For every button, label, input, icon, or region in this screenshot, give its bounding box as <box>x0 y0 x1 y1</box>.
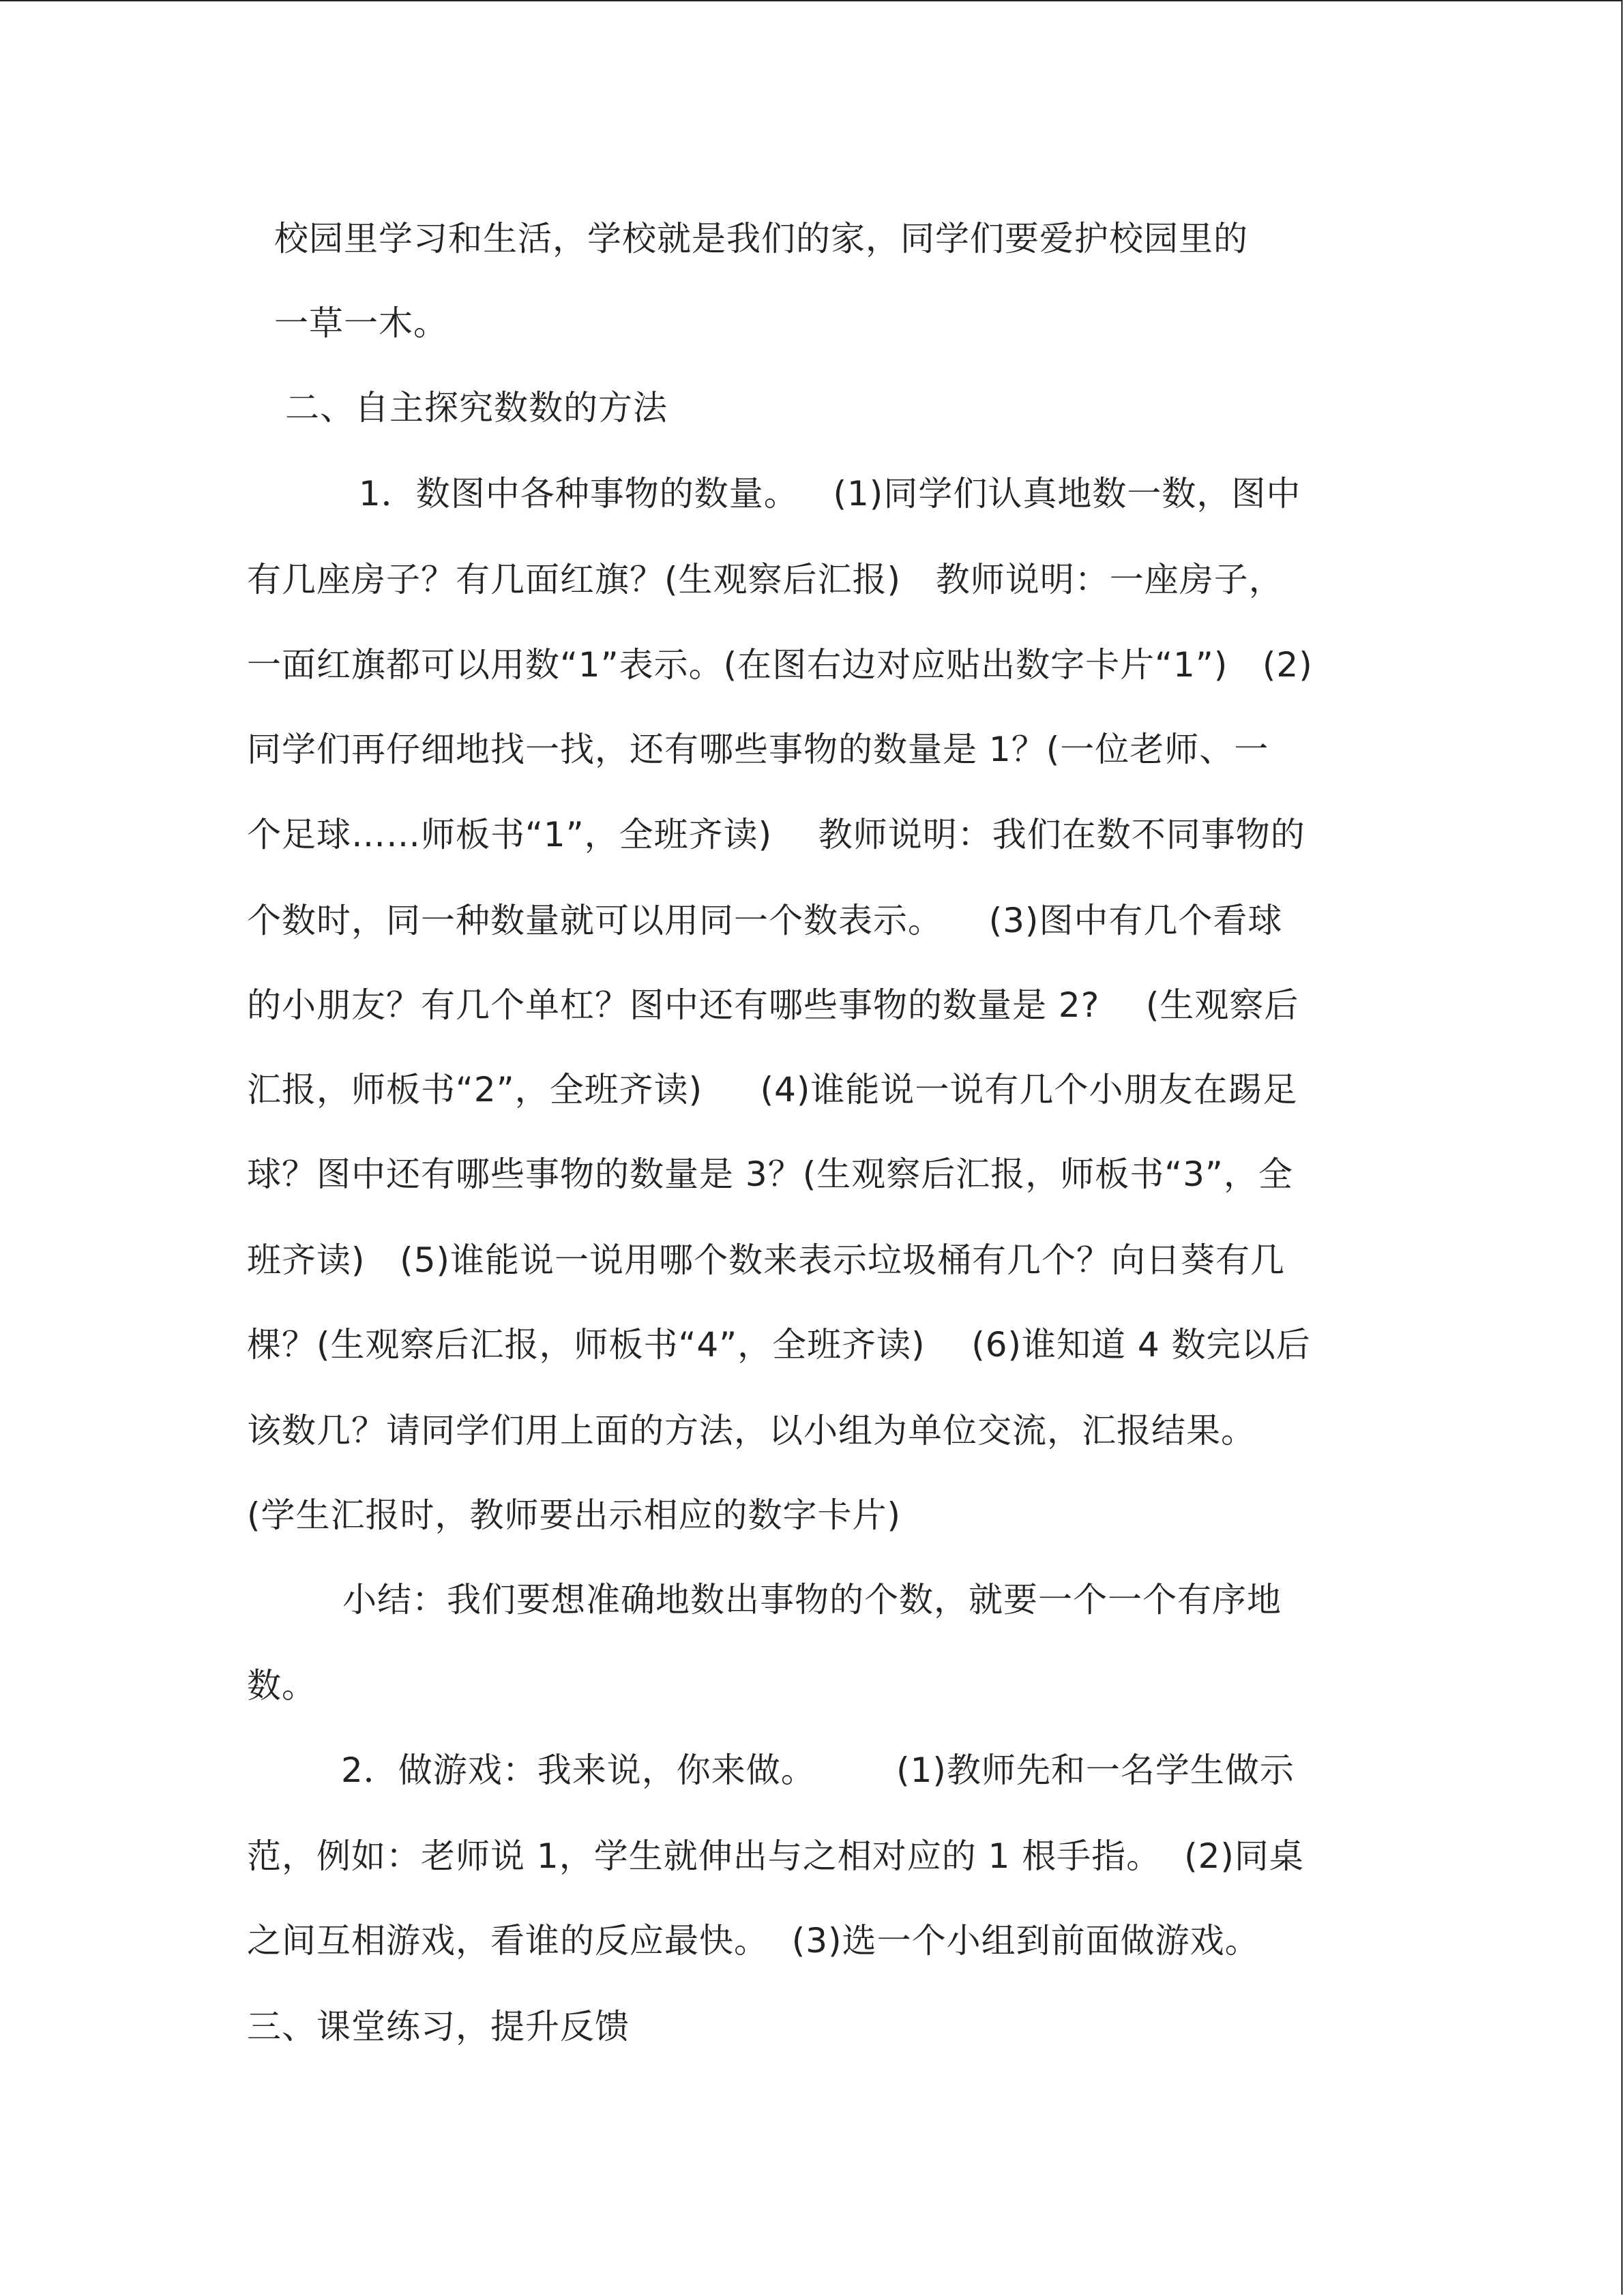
section-heading-3: 三、课堂练习，提升反馈 <box>247 2007 630 2046</box>
summary-line: 小结：我们要想准确地数出事物的个数，就要一个一个有序地 <box>342 1580 1282 1620</box>
text-line-4: 1．数图中各种事物的数量。 (1)同学们认真地数一数，图中 <box>359 474 1301 513</box>
text-line-16: (学生汇报时，教师要出示相应的数字卡片) <box>247 1495 902 1535</box>
text-line-10: 的小朋友？有几个单杠？图中还有哪些事物的数量是 2? (生观察后 <box>247 985 1299 1025</box>
text-line-15: 该数几？请同学们用上面的方法，以小组为单位交流，汇报结果。 <box>247 1411 1256 1450</box>
text-line-5: 有几座房子？有几面红旗？(生观察后汇报) 教师说明：一座房子， <box>247 560 1284 599</box>
text-line-8: 个足球……师板书“1”，全班齐读) 教师说明：我们在数不同事物的 <box>247 815 1305 854</box>
text-line-14: 棵？(生观察后汇报，师板书“4”，全班齐读) (6)谁知道 4 数完以后 <box>247 1325 1311 1365</box>
text-line-13: 班齐读) (5)谁能说一说用哪个数来表示垃圾桶有几个？向日葵有几 <box>247 1240 1286 1280</box>
text-line-1: 校园里学习和生活，学校就是我们的家，同学们要爱护校园里的 <box>274 219 1248 258</box>
text-line-2: 一草一木。 <box>274 303 448 343</box>
text-line-18: 数。 <box>247 1666 316 1705</box>
text-line-12: 球？图中还有哪些事物的数量是 3？(生观察后汇报，师板书“3”，全 <box>247 1154 1293 1194</box>
text-line-20: 范，例如：老师说 1，学生就伸出与之相对应的 1 根手指。 (2)同桌 <box>247 1836 1304 1876</box>
text-line-7: 同学们再仔细地找一找，还有哪些事物的数量是 1？(一位老师、一 <box>247 730 1269 769</box>
text-line-11: 汇报，师板书“2”，全班齐读) (4)谁能说一说有几个小朋友在踢足 <box>247 1070 1298 1109</box>
text-line-6: 一面红旗都可以用数“1”表示。(在图右边对应贴出数字卡片“1”) (2) <box>247 645 1313 685</box>
section-heading-2: 二、自主探究数数的方法 <box>285 388 668 428</box>
text-line-19: 2．做游戏：我来说，你来做。 (1)教师先和一名学生做示 <box>341 1750 1295 1790</box>
text-line-21: 之间互相游戏，看谁的反应最快。 (3)选一个小组到前面做游戏。 <box>247 1921 1260 1960</box>
text-line-9: 个数时，同一种数量就可以用同一个数表示。 (3)图中有几个看球 <box>247 901 1283 940</box>
